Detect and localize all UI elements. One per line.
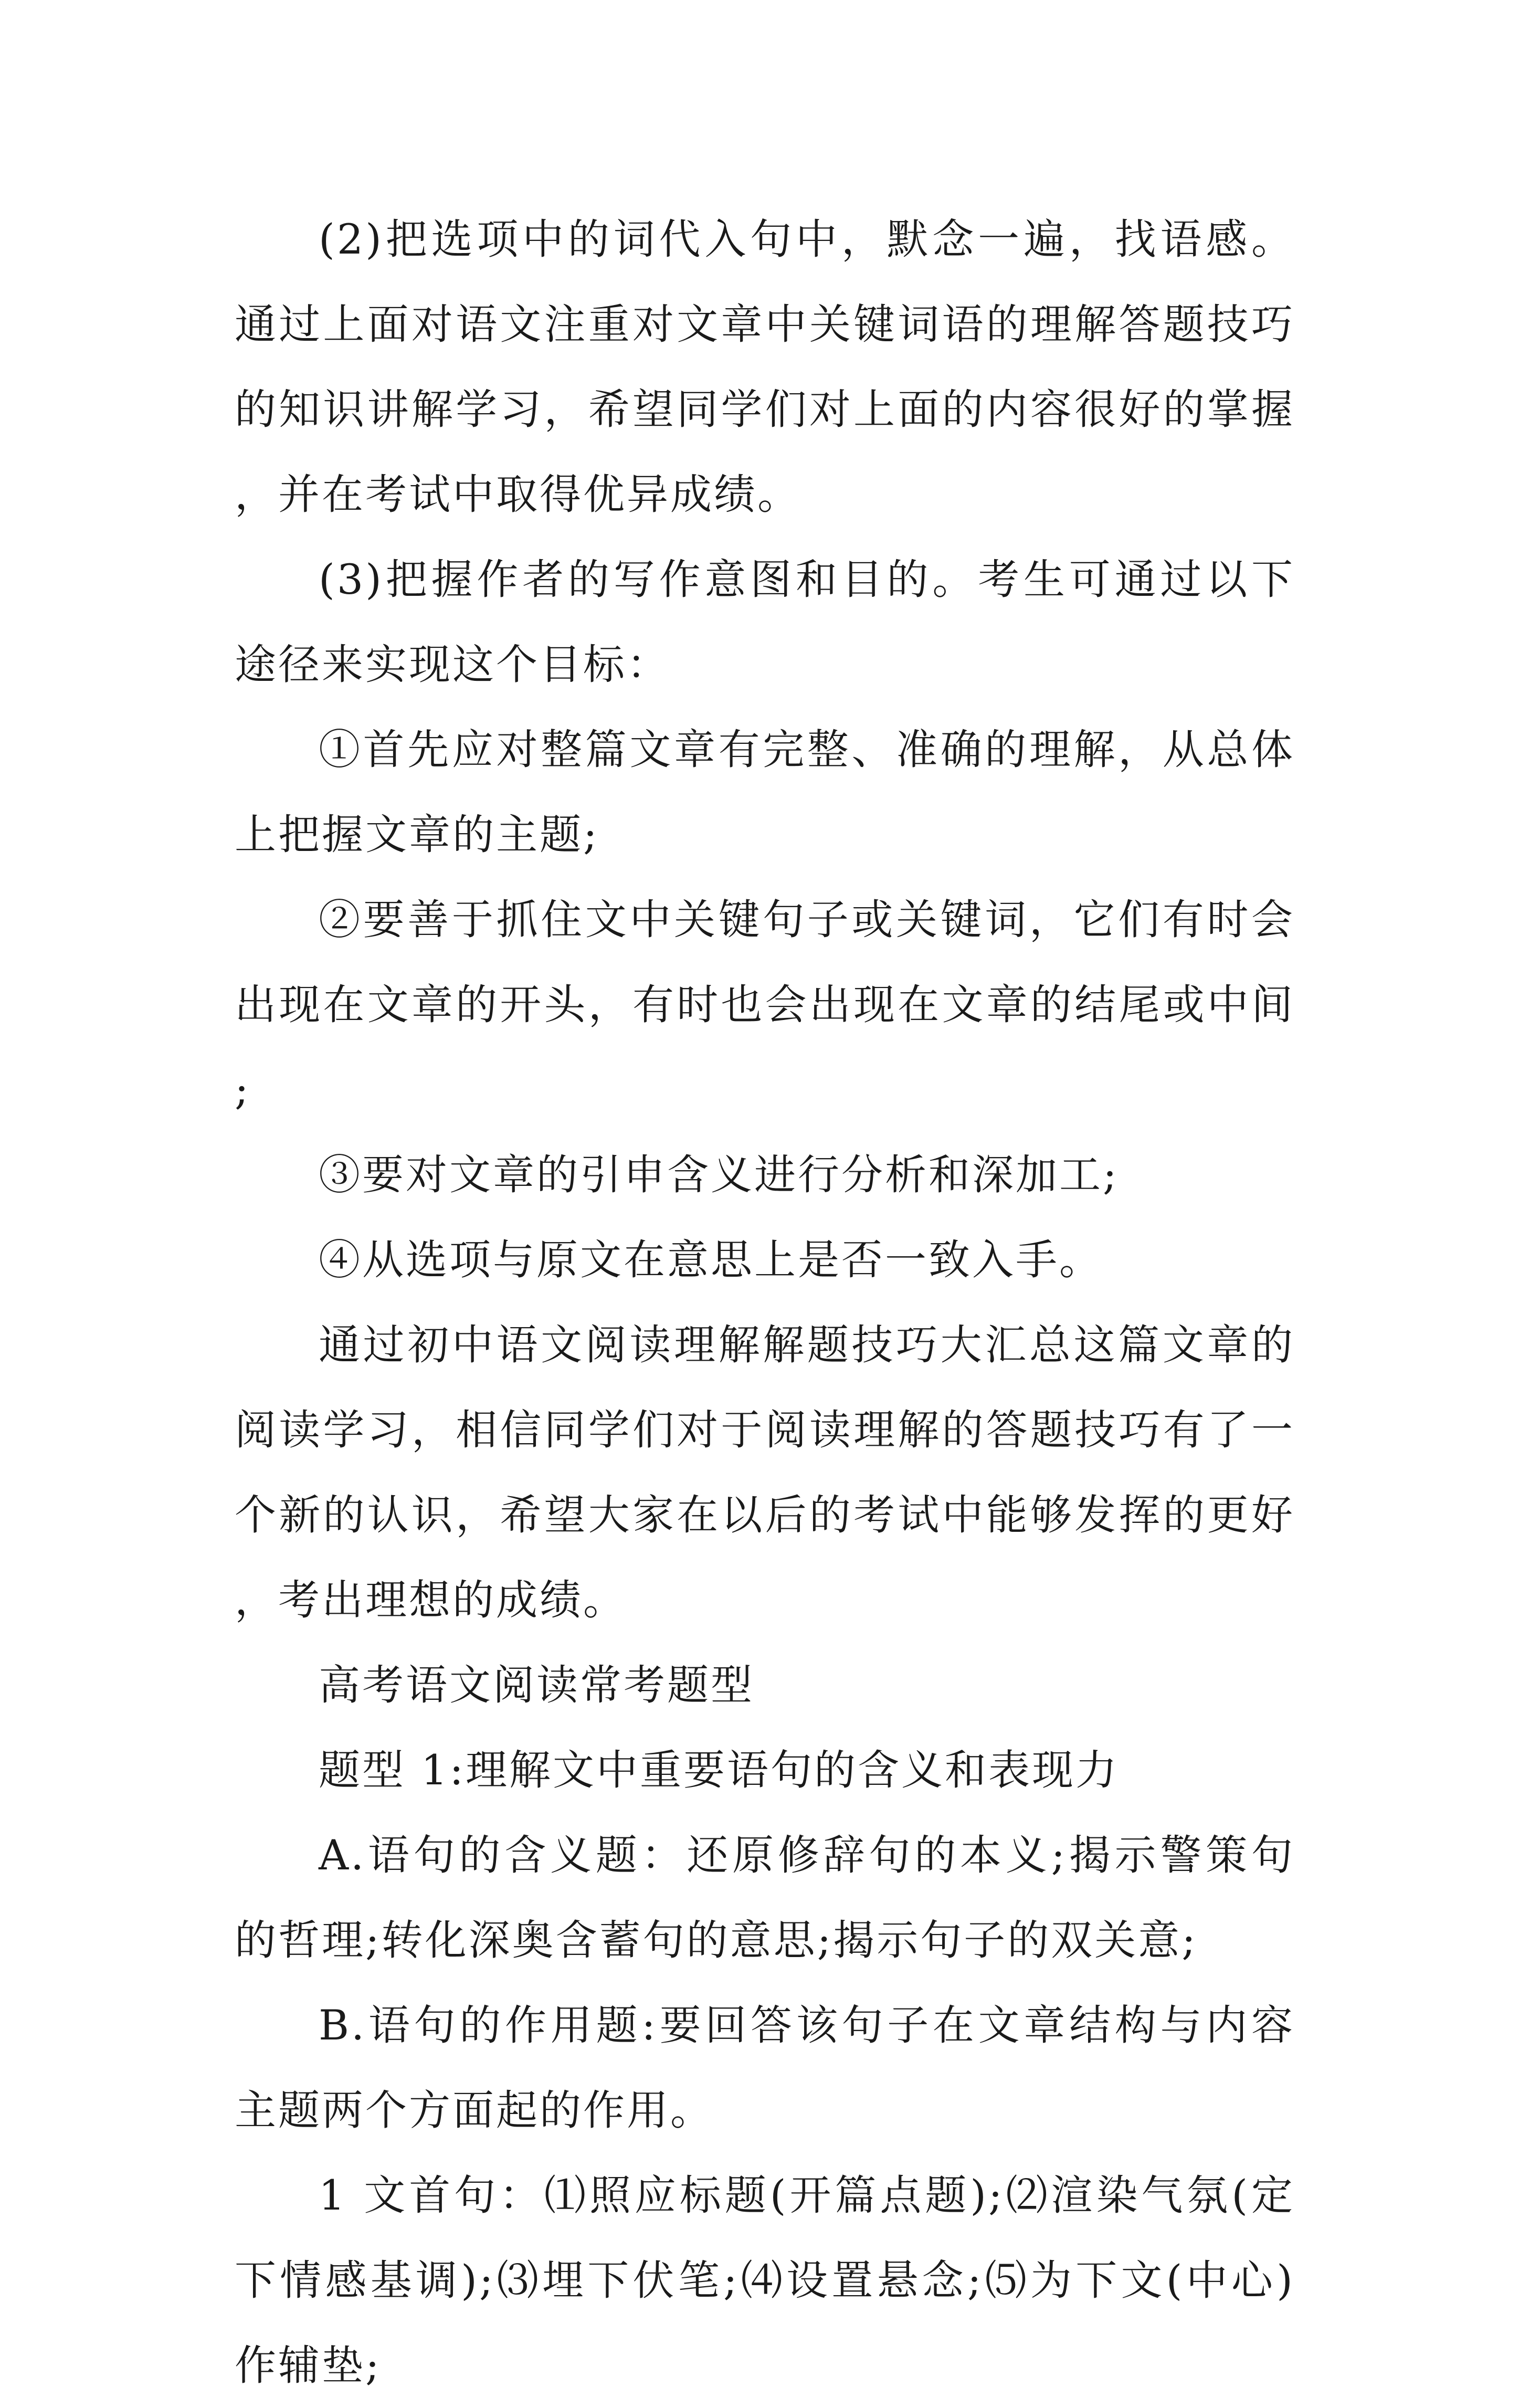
paragraph: ①首先应对整篇文章有完整、准确的理解，从总体上把握文章的主题; — [235, 725, 1295, 859]
section-heading: 高考语文阅读常考题型 — [319, 1661, 754, 1709]
document-body — [235, 197, 1295, 2408]
paragraph: ②要善于抓住文中关键句子或关键词，它们有时会出现在文章的开头，有时也会出现在文章的结尾或中间; — [235, 896, 1295, 1114]
paragraph: (2)把选项中的词代入句中，默念一遍，找语感。通过上面对语文注重对文章中关键词语的理解答题技巧的知识讲解学习，希望同学们对上面的内容很好的掌握，并在考试中取得优异成绩。 — [235, 215, 1295, 519]
paragraph: 1 文首句：⑴照应标题(开篇点题);⑵渲染气氛(定下情感基调);⑶埋下伏笔;⑷设置悬念;⑸为下文(中心)作辅垫; — [235, 2171, 1295, 2390]
paragraph: 通过初中语文阅读理解解题技巧大汇总这篇文章的阅读学习，相信同学们对于阅读理解的答题技巧有了一个新的认识，希望大家在以后的考试中能够发挥的更好，考出理想的成绩。 — [235, 1321, 1295, 1624]
paragraph: A.语句的含义题：还原修辞句的本义;揭示警策句的哲理;转化深奥含蓄句的意思;揭示句子的双关意; — [235, 1831, 1295, 1964]
paragraph: ④从选项与原文在意思上是否一致入手。 — [319, 1236, 1103, 1284]
paragraph: (3)把握作者的写作意图和目的。考生可通过以下途径来实现这个目标： — [235, 555, 1295, 689]
question-type-heading: 题型 1:理解文中重要语句的含义和表现力 — [319, 1746, 1119, 1794]
paragraph: ③要对文章的引申含义进行分析和深加工; — [319, 1151, 1119, 1199]
paragraph: B.语句的作用题:要回答该句子在文章结构与内容主题两个方面起的作用。 — [235, 2001, 1295, 2134]
